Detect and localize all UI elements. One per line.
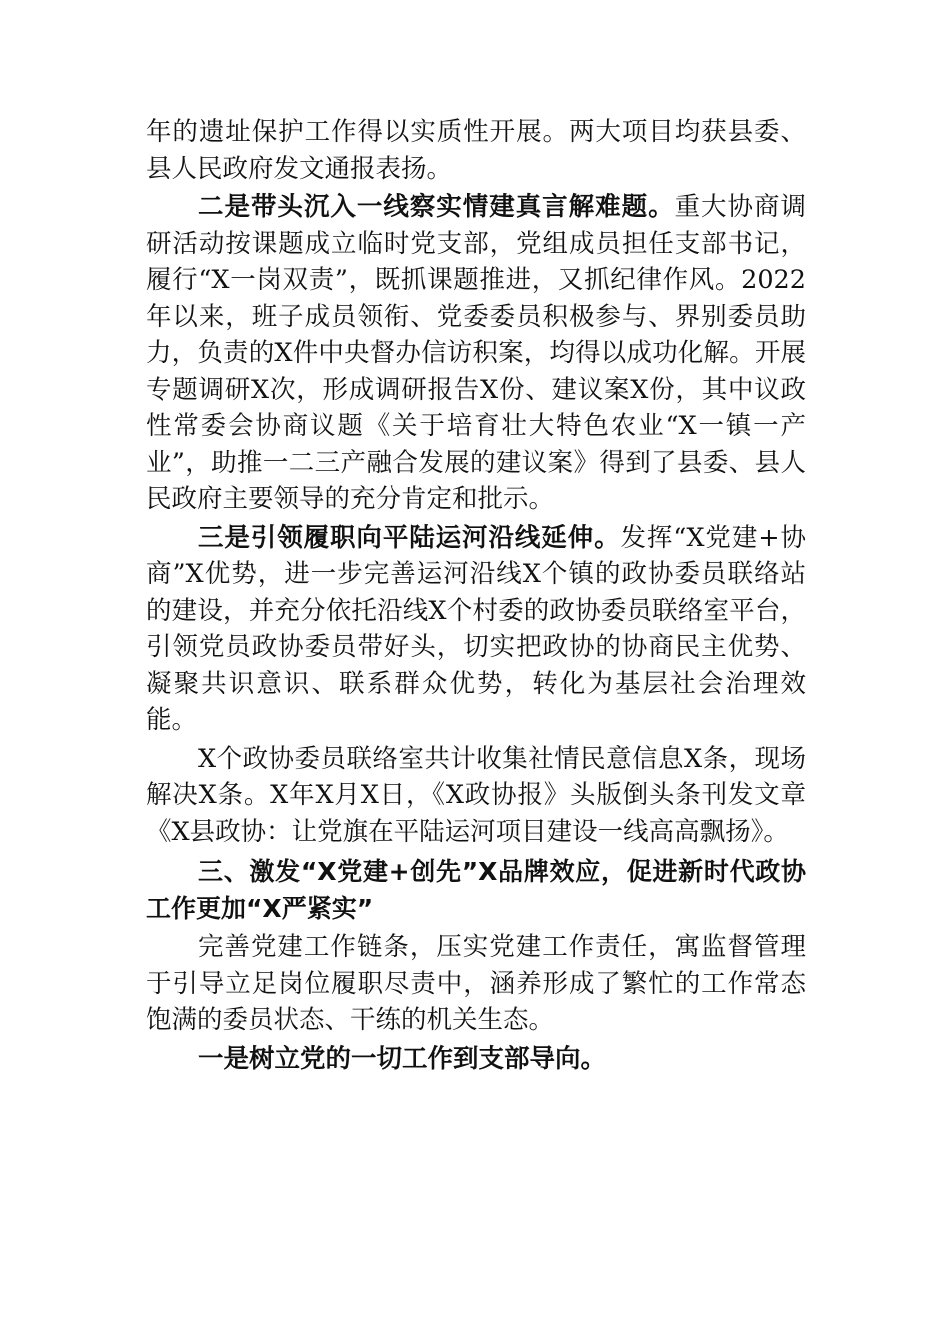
paragraph-body: 发挥“X党建+协商”X优势，进一步完善运河沿线X个镇的政协委员联络站的建设，并充分依托沿线X个村委的政协委员联络室平台，引领党员政协委员带好头，切实把政协的协商民主优势、凝聚共识意识、联系群众优势，转化为基层社会治理效能。 (146, 522, 806, 735)
paragraph-lead: 三是引领履职向平陆运河沿线延伸。 (198, 522, 621, 553)
paragraph-five: 完善党建工作链条，压实党建工作责任，寓监督管理于引导立足岗位履职尽责中，涵养形成了繁忙的工作常态饱满的委员状态、干练的机关生态。 (146, 932, 806, 1035)
paragraph-lead: 二是带头沉入一线察实情建真言解难题。 (198, 192, 675, 222)
paragraph-continuation: 年的遗址保护工作得以实质性开展。两大项目均获县委、县人民政府发文通报表扬。 (146, 117, 806, 184)
paragraph-lead: 一是树立党的一切工作到支部导向。 (198, 1043, 607, 1074)
paragraph-three (146, 520, 806, 739)
paragraph-six (146, 1041, 806, 1078)
paragraph-body: 重大协商调研活动按课题成立临时党支部，党组成员担任支部书记，履行“X一岗双责”，既抓课题推进，又抓纪律作风。2022年以来，班子成员领衔、党委委员积极参与、界别委员助力，负责的X件中央督办信访积案，均得以成功化解。开展专题调研X次，形成调研报告X份、建议案X份，其中议政性常委会协商议题《关于培育壮大特色农业“X一镇一产业”，助推一二三产融合发展的建议案》得到了县委、县人民政府主要领导的充分肯定和批示。 (146, 192, 806, 514)
paragraph-four: X个政协委员联络室共计收集社情民意信息X条，现场解决X条。X年X月X日，《X政协报》头版倒头条刊发文章《X县政协：让党旗在平陆运河项目建设一线高高飘扬》。 (146, 743, 806, 847)
paragraph-two (146, 189, 806, 518)
document-page (146, 114, 806, 1077)
section-heading: 三、激发“X党建+创先”X品牌效应，促进新时代政协工作更加“X严紧实” (146, 857, 806, 923)
